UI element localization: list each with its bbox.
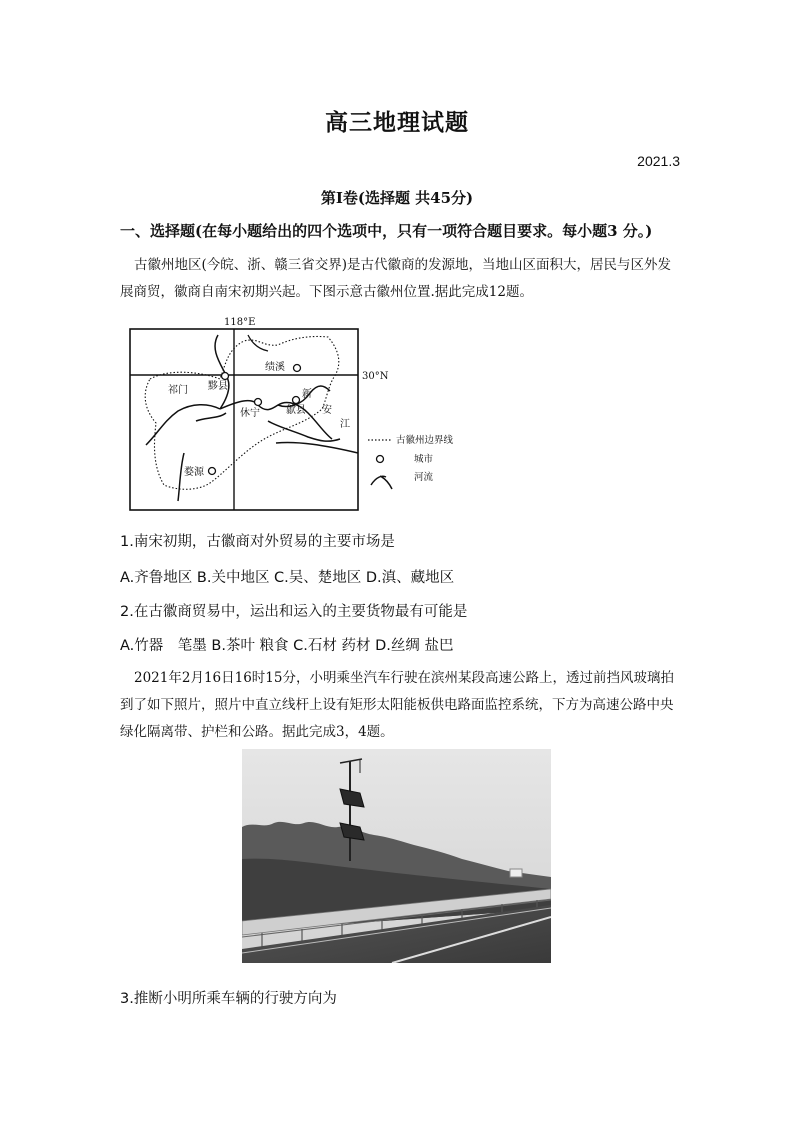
river-label-char: 安 bbox=[322, 405, 332, 416]
river bbox=[268, 421, 340, 441]
question-2-stem: 2.在古徽商贸易中，运出和运入的主要货物最有可能是 bbox=[120, 604, 468, 620]
city-label: 歙县 bbox=[286, 405, 306, 416]
city-marker-xiuning bbox=[255, 399, 262, 406]
river bbox=[215, 335, 229, 409]
city-label: 祁门 bbox=[168, 385, 188, 396]
parallel-label: 30°N bbox=[362, 371, 389, 382]
legend-boundary-label: 古徽州边界线 bbox=[396, 435, 454, 446]
city-label: 婺源 bbox=[184, 467, 204, 478]
exam-date: 2021.3 bbox=[637, 153, 680, 169]
city-marker-yixian bbox=[222, 373, 229, 380]
huizhou-map bbox=[128, 313, 488, 513]
question-3-stem: 3.推断小明所乘车辆的行驶方向为 bbox=[120, 991, 337, 1007]
city-marker-jixi bbox=[294, 365, 301, 372]
city-label: 绩溪 bbox=[265, 362, 285, 373]
city-marker-shexian bbox=[293, 397, 300, 404]
question-2-options: A.竹器 笔墨 B.茶叶 粮食 C.石材 药材 D.丝绸 盐巴 bbox=[120, 638, 454, 654]
question-1-stem: 1.南宋初期，古徽商对外贸易的主要市场是 bbox=[120, 534, 395, 550]
part-heading: 第Ⅰ卷(选择题 共45分) bbox=[320, 189, 474, 207]
question-1-options: A.齐鲁地区 B.关中地区 C.吴、楚地区 D.滇、藏地区 bbox=[120, 570, 455, 586]
city-label: 黟县 bbox=[208, 381, 228, 392]
river bbox=[146, 405, 220, 445]
section-heading: 一、选择题(在每小题给出的四个选项中，只有一项符合题目要求。每小题3 分。) bbox=[120, 222, 653, 240]
legend-city-label: 城市 bbox=[414, 454, 434, 465]
page-title: 高三地理试题 bbox=[325, 109, 469, 136]
legend-river-symbol bbox=[371, 476, 392, 489]
river-label-char: 江 bbox=[340, 419, 350, 430]
river bbox=[248, 335, 268, 351]
river bbox=[276, 442, 358, 453]
passage-highway: 2021年2月16日16时15分，小明乘坐汽车行驶在滨州某段高速公路上，透过前挡风玻璃拍到了如下照片，照片中直立线杆上设有矩形太阳能板供电路面监控系统，下方为高速公路中央绿化隔离带、护栏和公路。据此完成3，4题。 bbox=[120, 670, 674, 740]
legend-river-label: 河流 bbox=[414, 472, 434, 483]
river bbox=[196, 413, 226, 421]
distant-sign bbox=[510, 869, 522, 877]
city-label: 休宁 bbox=[240, 408, 260, 419]
river bbox=[220, 401, 332, 439]
legend-city-symbol bbox=[377, 456, 384, 463]
map-frame bbox=[130, 329, 358, 510]
highway-photo bbox=[242, 749, 551, 963]
river-label-char: 新 bbox=[302, 389, 312, 400]
meridian-label: 118°E bbox=[224, 317, 256, 328]
city-marker-wuyuan bbox=[209, 468, 216, 475]
passage-huizhou: 古徽州地区(今皖、浙、赣三省交界)是古代徽商的发源地，当地山区面积大，居民与区外发展商贸，徽商自南宋初期兴起。下图示意古徽州位置.据此完成12题。 bbox=[120, 257, 672, 300]
